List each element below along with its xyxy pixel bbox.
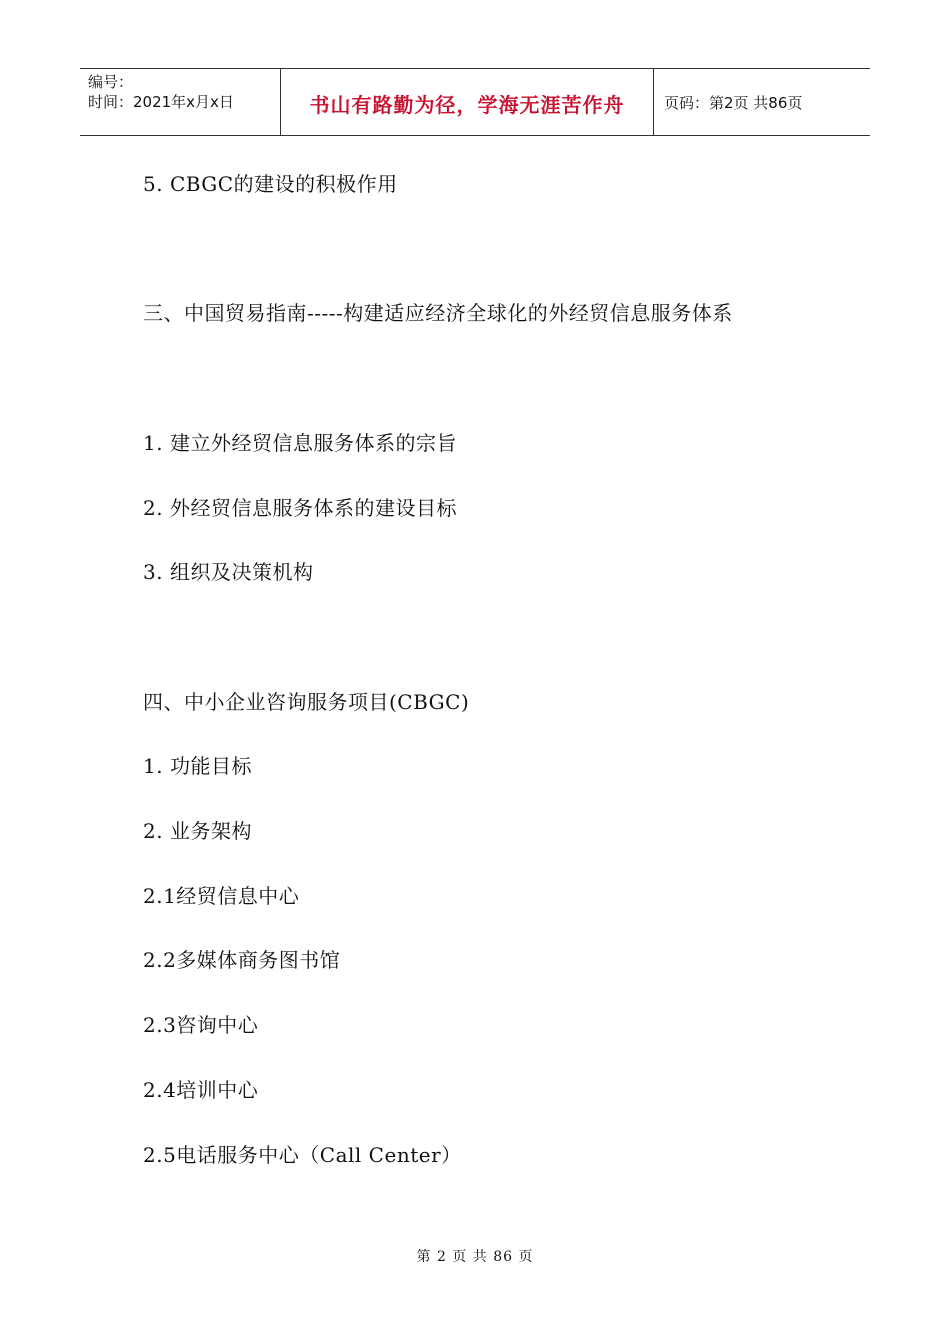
header-motto-cell xyxy=(281,69,654,135)
item-goals: 2. 外经贸信息服务体系的建设目标 xyxy=(143,496,457,520)
section-four-heading: 四、中小企业咨询服务项目(CBGC) xyxy=(143,690,470,714)
item-business-architecture: 2. 业务架构 xyxy=(143,819,252,843)
date-line: 时间：2021年x月x日 xyxy=(88,93,234,111)
item-purpose: 1. 建立外经贸信息服务体系的宗旨 xyxy=(143,431,457,455)
page-header xyxy=(80,68,870,136)
header-meta-cell xyxy=(80,69,281,135)
item-cbgc-effect: 5. CBGC的建设的积极作用 xyxy=(143,172,398,196)
item-organization: 3. 组织及决策机构 xyxy=(143,560,314,584)
item-function-goals: 1. 功能目标 xyxy=(143,754,252,778)
section-three-heading: 三、中国贸易指南-----构建适应经济全球化的外经贸信息服务体系 xyxy=(143,301,733,325)
serial-label: 编号： xyxy=(88,73,134,91)
page-info: 页码：第2页 共86页 xyxy=(664,93,803,112)
subitem-consulting-center: 2.3咨询中心 xyxy=(143,1013,259,1037)
subitem-training-center: 2.4培训中心 xyxy=(143,1078,259,1102)
subitem-call-center: 2.5电话服务中心（Call Center） xyxy=(143,1143,462,1167)
motto-text: 书山有路勤为径，学海无涯苦作舟 xyxy=(309,92,625,117)
subitem-trade-info-center: 2.1经贸信息中心 xyxy=(143,884,300,908)
subitem-multimedia-library: 2.2多媒体商务图书馆 xyxy=(143,948,341,972)
header-page-cell xyxy=(654,69,870,135)
page-footer: 第 2 页 共 86 页 xyxy=(416,1249,534,1265)
